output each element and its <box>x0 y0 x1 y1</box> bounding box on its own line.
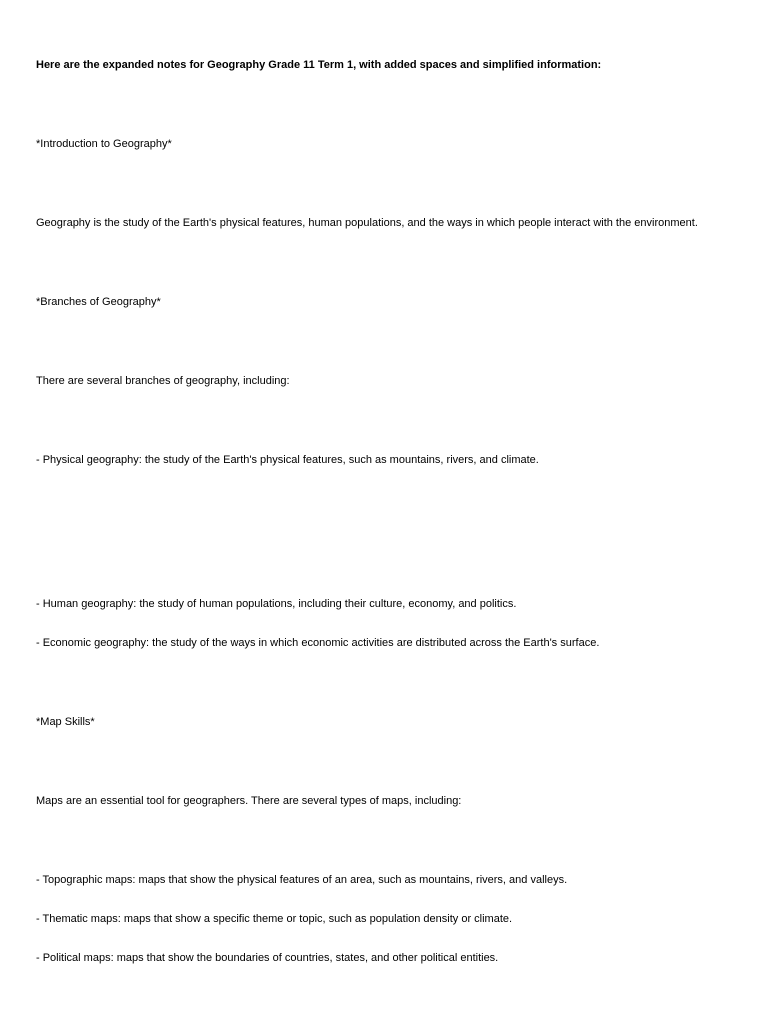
section-heading-introduction: *Introduction to Geography* <box>36 138 172 150</box>
branches-paragraph: There are several branches of geography, including: <box>36 375 290 387</box>
list-item-political-maps: - Political maps: maps that show the boundaries of countries, states, and other political entities. <box>36 952 499 964</box>
list-item-physical-geography: - Physical geography: the study of the Earth's physical features, such as mountains, rivers, and climate. <box>36 454 539 466</box>
intro-text: Here are the expanded notes for Geography Grade 11 Term 1, with added spaces and simplified information: <box>36 59 602 71</box>
list-item-topographic-maps: - Topographic maps: maps that show the physical features of an area, such as mountains, rivers, and valleys. <box>36 874 568 886</box>
list-item-economic-geography: - Economic geography: the study of the ways in which economic activities are distributed across the Earth's surface. <box>36 637 600 649</box>
list-item-thematic-maps: - Thematic maps: maps that show a specific theme or topic, such as population density or climate. <box>36 913 513 925</box>
section-heading-branches: *Branches of Geography* <box>36 296 161 308</box>
map-skills-paragraph: Maps are an essential tool for geographers. There are several types of maps, including: <box>36 795 462 807</box>
list-item-human-geography: - Human geography: the study of human populations, including their culture, economy, and politics. <box>36 598 517 610</box>
section-heading-map-skills: *Map Skills* <box>36 716 95 728</box>
introduction-paragraph: Geography is the study of the Earth's physical features, human populations, and the ways in which people interact with the environment. <box>36 217 698 229</box>
